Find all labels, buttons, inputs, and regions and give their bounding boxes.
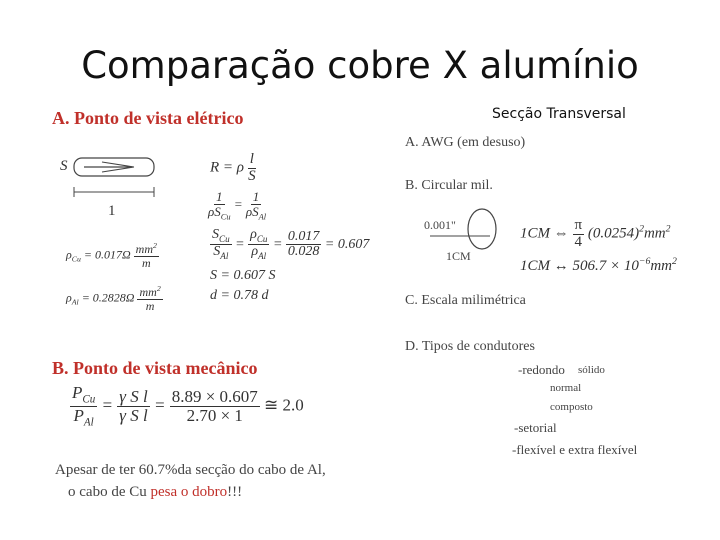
wire-length-label: 1 bbox=[108, 203, 116, 219]
cross-section-heading: Secção Transversal bbox=[492, 106, 626, 122]
cm-equation-1: 1CM ⇔ $\frac{\pi}{4}$ $(0.0254)^2mm^2$ bbox=[520, 217, 671, 250]
scale-item: C. Escala milimétrica bbox=[405, 293, 526, 308]
circle-diameter-label: 0.001" bbox=[424, 218, 456, 232]
section-ratio: $\frac{S_{Cu}}{S_{Al}}$ = $\frac{\rho_{Cu}}{\rho_{Al}}$ = $\frac{0.017}{0.028}$ = 0.607 bbox=[212, 227, 370, 262]
page-title: Comparação cobre X alumínio bbox=[81, 44, 639, 87]
circle-area-label: 1CM bbox=[446, 249, 471, 263]
section-a-heading: A. Ponto de vista elétrico bbox=[52, 108, 244, 128]
wire-label-s: S bbox=[60, 158, 68, 174]
diameter-relation: d = 0.78 d bbox=[210, 288, 269, 303]
awg-item: A. AWG (em desuso) bbox=[405, 135, 526, 150]
rho-al-value: $\rho_{Al} = 0.2828\Omega$ $\frac{mm^2}{m}$ bbox=[66, 284, 161, 313]
circular-mil-item: B. Circular mil. bbox=[405, 178, 493, 193]
area-relation: S = 0.607 S bbox=[210, 268, 276, 283]
rho-cu-value: $\rho_{Cu} = 0.017\Omega$ $\frac{mm^2}{m}$ bbox=[66, 241, 157, 270]
type-composite: composto bbox=[550, 401, 593, 413]
weight-ratio-equation: $\frac{P_{Cu}}{P_{Al}}$ = $\frac{\text{γ S l}}{\text{γ S l}}$ = $\frac{8.89 \times 0.607}{2.70 \times 1}$ ≅ 2.0 bbox=[72, 383, 304, 429]
wire-diagram bbox=[72, 150, 162, 220]
section-b-heading: B. Ponto de vista mecânico bbox=[52, 358, 258, 378]
note-line-2: o cabo de Cu pesa o dobro!!! bbox=[68, 484, 243, 500]
cm-equation-2: 1CM ↔ $506.7 \times 10^{-6}mm^2$ bbox=[520, 256, 677, 274]
type-sectoral: -setorial bbox=[514, 420, 557, 435]
type-flexible: -flexível e extra flexível bbox=[512, 442, 638, 457]
type-normal: normal bbox=[550, 382, 582, 394]
type-solid: sólido bbox=[578, 364, 605, 376]
conductor-types-item: D. Tipos de condutores bbox=[405, 339, 535, 354]
note-line-1: Apesar de ter 60.7%da secção do cabo de Al, bbox=[55, 462, 326, 478]
type-round: -redondo bbox=[518, 362, 565, 377]
resistance-formula: R = ρ $\frac{l}{S}$ bbox=[210, 151, 256, 184]
conductance-equality: $\frac{1}{\rho S_{Cu}}$ = $\frac{1}{\rho S_{Al}}$ bbox=[208, 189, 267, 222]
